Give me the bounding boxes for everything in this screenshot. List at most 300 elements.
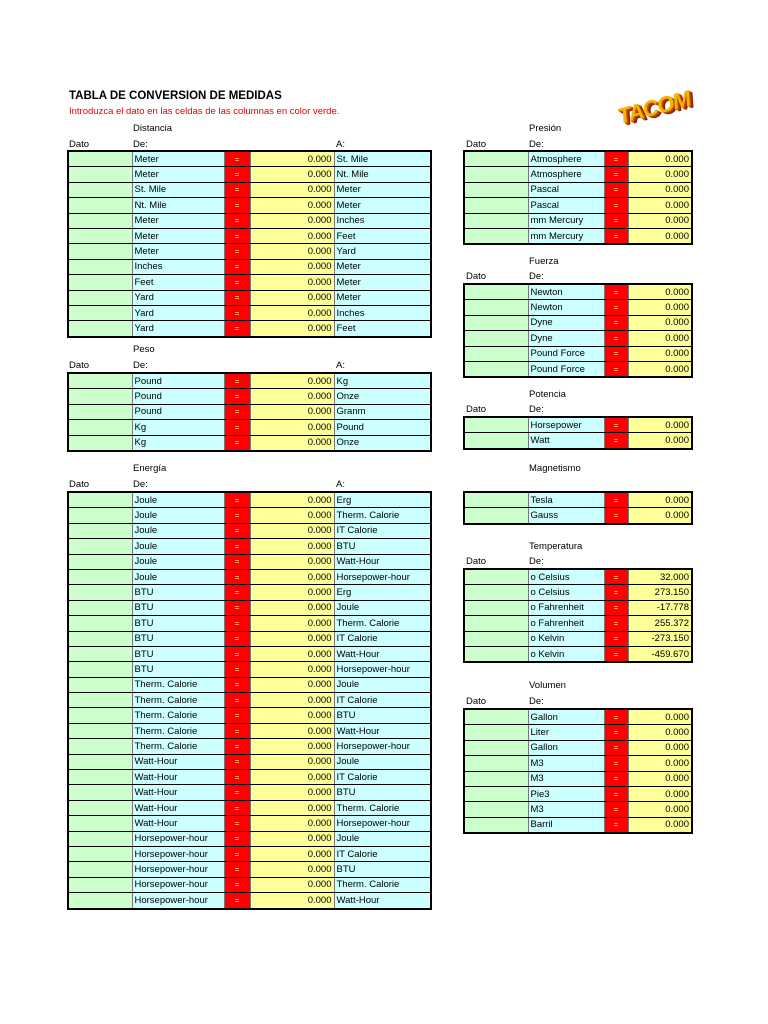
table-row [68,739,431,754]
equals-cell: = [224,631,250,646]
from-unit-cell: Watt-Hour [132,770,224,785]
table-row [464,167,692,182]
dato-input-cell[interactable] [464,213,528,228]
table-row [68,275,431,290]
table-row [68,198,431,213]
equals-cell: = [604,740,628,755]
table-row [68,508,431,523]
table-row [464,709,692,725]
dato-input-cell[interactable] [464,417,528,433]
equals-cell: = [224,569,250,584]
dato-input-cell[interactable] [68,321,132,337]
from-unit-cell: Atmosphere [528,167,604,182]
table-row [68,213,431,228]
from-unit-cell: mm Mercury [528,213,604,228]
equals-cell: = [224,435,250,451]
dato-input-cell[interactable] [68,723,132,738]
dato-input-cell[interactable] [68,259,132,274]
from-unit-cell: mm Mercury [528,228,604,244]
from-unit-cell: Watt-Hour [132,800,224,815]
from-unit-cell: Gallon [528,740,604,755]
from-unit-cell: Watt-Hour [132,816,224,831]
dato-input-cell[interactable] [464,228,528,244]
from-unit-cell: Watt-Hour [132,754,224,769]
table-row [464,616,692,631]
dato-input-cell[interactable] [68,585,132,600]
to-unit-cell: Joule [334,831,431,846]
table-row [464,492,692,508]
energia-table [67,491,432,910]
to-unit-cell: BTU [334,785,431,800]
from-unit-cell: Meter [132,167,224,182]
dato-input-cell[interactable] [68,677,132,692]
dato-input-cell[interactable] [68,404,132,419]
dato-input-cell[interactable] [68,846,132,861]
from-unit-cell: Watt [528,433,604,449]
to-unit-cell: Watt-Hour [334,723,431,738]
to-unit-cell: Nt. Mile [334,167,431,182]
from-unit-cell: BTU [132,646,224,661]
dato-label: Dato [466,696,487,707]
equals-cell: = [224,677,250,692]
dato-input-cell[interactable] [68,693,132,708]
table-row [464,508,692,524]
from-unit-cell: Horsepower-hour [132,831,224,846]
dato-input-cell[interactable] [464,786,528,801]
result-value-cell: 0.000 [250,554,334,569]
dato-input-cell[interactable] [464,151,528,167]
from-unit-cell: Yard [132,321,224,337]
equals-cell: = [604,709,628,725]
to-unit-cell: Watt-Hour [334,554,431,569]
from-unit-cell: Pound [132,389,224,404]
dato-input-cell[interactable] [68,877,132,892]
equals-cell: = [604,346,628,361]
equals-cell: = [224,739,250,754]
result-value-cell: 0.000 [250,167,334,182]
dato-input-cell[interactable] [464,802,528,817]
to-unit-cell: St. Mile [334,151,431,167]
equals-cell: = [604,771,628,786]
dato-input-cell[interactable] [68,305,132,320]
to-unit-cell: Meter [334,198,431,213]
table-row [464,331,692,346]
equals-cell: = [604,802,628,817]
from-unit-cell: Pound [132,404,224,419]
from-unit-cell: Meter [132,213,224,228]
to-unit-cell: Horsepower-hour [334,739,431,754]
table-row [68,182,431,197]
table-row [464,585,692,600]
equals-cell: = [224,167,250,182]
dato-input-cell[interactable] [464,361,528,377]
dato-input-cell[interactable] [68,662,132,677]
dato-input-cell[interactable] [464,771,528,786]
equals-cell: = [224,244,250,259]
result-value-cell: 0.000 [250,389,334,404]
from-unit-cell: Horsepower-hour [132,877,224,892]
section-title-presion: Presión [529,123,562,134]
de-label: De: [529,696,544,707]
table-row [464,417,692,433]
result-value-cell: 0.000 [250,816,334,831]
magnetismo-table [463,491,693,525]
result-value-cell: 0.000 [250,539,334,554]
equals-cell: = [224,305,250,320]
to-unit-cell: IT Calorie [334,846,431,861]
dato-input-cell[interactable] [68,770,132,785]
to-unit-cell: Therm. Calorie [334,800,431,815]
equals-cell: = [224,228,250,243]
equals-cell: = [604,646,628,662]
dato-label: Dato [69,360,90,371]
to-unit-cell: Feet [334,228,431,243]
to-unit-cell: Meter [334,182,431,197]
table-row [464,433,692,449]
dato-input-cell[interactable] [464,331,528,346]
result-value-cell: 0.000 [628,740,692,755]
result-value-cell: 0.000 [250,677,334,692]
equals-cell: = [224,554,250,569]
dato-input-cell[interactable] [68,785,132,800]
dato-input-cell[interactable] [68,646,132,661]
result-value-cell: 0.000 [250,646,334,661]
result-value-cell: 0.000 [628,361,692,377]
result-value-cell: 0.000 [628,817,692,833]
dato-input-cell[interactable] [464,346,528,361]
table-row [68,723,431,738]
dato-input-cell[interactable] [464,646,528,662]
from-unit-cell: Pascal [528,182,604,197]
a-label: A: [336,360,345,371]
table-row [464,151,692,167]
result-value-cell: -459.670 [628,646,692,662]
dato-input-cell[interactable] [464,817,528,833]
equals-cell: = [224,539,250,554]
table-row [68,693,431,708]
from-unit-cell: BTU [132,631,224,646]
result-value-cell: 273.150 [628,585,692,600]
de-label: De: [133,360,148,371]
dato-input-cell[interactable] [68,167,132,182]
result-value-cell: 0.000 [250,228,334,243]
dato-input-cell[interactable] [464,167,528,182]
result-value-cell: -273.150 [628,631,692,646]
result-value-cell: 0.000 [628,198,692,213]
dato-input-cell[interactable] [68,816,132,831]
table-row [464,786,692,801]
dato-label: Dato [466,139,487,150]
from-unit-cell: Therm. Calorie [132,677,224,692]
equals-cell: = [224,600,250,615]
from-unit-cell: Horsepower-hour [132,862,224,877]
result-value-cell: 0.000 [628,213,692,228]
table-row [68,816,431,831]
result-value-cell: 0.000 [250,435,334,451]
dato-input-cell[interactable] [68,275,132,290]
equals-cell: = [604,284,628,300]
from-unit-cell: Joule [132,508,224,523]
result-value-cell: 0.000 [250,259,334,274]
dato-input-cell[interactable] [68,569,132,584]
to-unit-cell: BTU [334,539,431,554]
equals-cell: = [224,846,250,861]
table-row [68,616,431,631]
table-row [68,600,431,615]
equals-cell: = [224,198,250,213]
dato-input-cell[interactable] [68,631,132,646]
dato-label: Dato [69,139,90,150]
equals-cell: = [224,831,250,846]
from-unit-cell: Yard [132,290,224,305]
table-row [464,600,692,615]
dato-input-cell[interactable] [464,600,528,615]
table-row [68,646,431,661]
equals-cell: = [604,198,628,213]
table-row [68,708,431,723]
table-row [464,646,692,662]
result-value-cell: 0.000 [250,800,334,815]
equals-cell: = [224,616,250,631]
result-value-cell: 0.000 [250,305,334,320]
table-row [464,213,692,228]
table-row [68,831,431,846]
equals-cell: = [604,817,628,833]
temperatura-table [463,568,693,663]
equals-cell: = [224,182,250,197]
dato-input-cell[interactable] [68,373,132,389]
equals-cell: = [224,213,250,228]
table-row [68,244,431,259]
to-unit-cell: Onze [334,389,431,404]
table-row [464,198,692,213]
section-title-magnetismo: Magnetismo [529,463,581,474]
dato-input-cell[interactable] [464,585,528,600]
result-value-cell: 0.000 [250,213,334,228]
table-row [464,182,692,197]
dato-input-cell[interactable] [464,725,528,740]
dato-input-cell[interactable] [68,862,132,877]
section-title-energia: Energía [133,463,167,474]
to-unit-cell: Erg [334,492,431,508]
dato-input-cell[interactable] [68,893,132,909]
table-row [68,554,431,569]
to-unit-cell: Horsepower-hour [334,569,431,584]
equals-cell: = [604,151,628,167]
from-unit-cell: BTU [132,616,224,631]
result-value-cell: 0.000 [628,786,692,801]
dato-input-cell[interactable] [68,228,132,243]
equals-cell: = [224,585,250,600]
equals-cell: = [224,708,250,723]
distancia-table [67,150,432,338]
to-unit-cell: BTU [334,862,431,877]
to-unit-cell: Joule [334,754,431,769]
result-value-cell: 0.000 [628,492,692,508]
equals-cell: = [604,167,628,182]
dato-input-cell[interactable] [68,800,132,815]
dato-input-cell[interactable] [68,290,132,305]
equals-cell: = [224,693,250,708]
dato-input-cell[interactable] [68,389,132,404]
result-value-cell: 0.000 [250,508,334,523]
result-value-cell: 0.000 [250,739,334,754]
result-value-cell: 32.000 [628,569,692,585]
dato-input-cell[interactable] [68,754,132,769]
from-unit-cell: Tesla [528,492,604,508]
equals-cell: = [224,893,250,909]
table-row [68,585,431,600]
dato-label: Dato [466,271,487,282]
dato-input-cell[interactable] [464,709,528,725]
from-unit-cell: BTU [132,600,224,615]
to-unit-cell: Feet [334,321,431,337]
section-title-fuerza: Fuerza [529,256,559,267]
dato-input-cell[interactable] [68,708,132,723]
dato-input-cell[interactable] [464,740,528,755]
from-unit-cell: Joule [132,523,224,538]
result-value-cell: 0.000 [628,151,692,167]
de-label: De: [529,404,544,415]
equals-cell: = [604,600,628,615]
from-unit-cell: Horsepower-hour [132,893,224,909]
dato-input-cell[interactable] [68,831,132,846]
to-unit-cell: IT Calorie [334,523,431,538]
section-title-peso: Peso [133,344,155,355]
equals-cell: = [604,300,628,315]
equals-cell: = [604,315,628,330]
dato-input-cell[interactable] [68,151,132,167]
dato-input-cell[interactable] [464,198,528,213]
equals-cell: = [224,321,250,337]
equals-cell: = [604,361,628,377]
dato-input-cell[interactable] [68,244,132,259]
dato-input-cell[interactable] [464,616,528,631]
dato-input-cell[interactable] [68,213,132,228]
result-value-cell: -17.778 [628,600,692,615]
dato-input-cell[interactable] [464,284,528,300]
equals-cell: = [224,816,250,831]
dato-input-cell[interactable] [464,631,528,646]
dato-input-cell[interactable] [464,508,528,524]
to-unit-cell: Joule [334,600,431,615]
equals-cell: = [604,585,628,600]
dato-input-cell[interactable] [464,756,528,771]
to-unit-cell: Erg [334,585,431,600]
table-row [68,770,431,785]
result-value-cell: 0.000 [250,770,334,785]
result-value-cell: 0.000 [628,284,692,300]
dato-input-cell[interactable] [464,300,528,315]
dato-input-cell[interactable] [68,739,132,754]
equals-cell: = [604,725,628,740]
table-row [464,315,692,330]
from-unit-cell: Yard [132,305,224,320]
from-unit-cell: St. Mile [132,182,224,197]
equals-cell: = [604,417,628,433]
to-unit-cell: Kg [334,373,431,389]
dato-input-cell[interactable] [464,315,528,330]
logo-text: TACOM [614,85,693,130]
table-row [68,862,431,877]
dato-input-cell[interactable] [68,539,132,554]
result-value-cell: 0.000 [250,723,334,738]
dato-label: Dato [466,404,487,415]
dato-input-cell[interactable] [68,198,132,213]
table-row [464,802,692,817]
dato-input-cell[interactable] [68,600,132,615]
result-value-cell: 0.000 [250,373,334,389]
to-unit-cell: Meter [334,259,431,274]
to-unit-cell: Inches [334,213,431,228]
dato-input-cell[interactable] [68,182,132,197]
result-value-cell: 0.000 [250,862,334,877]
result-value-cell: 0.000 [628,756,692,771]
result-value-cell: 0.000 [250,244,334,259]
dato-input-cell[interactable] [464,492,528,508]
table-row [68,305,431,320]
tacom-logo [614,85,693,137]
dato-input-cell[interactable] [464,433,528,449]
de-label: De: [133,139,148,150]
dato-input-cell[interactable] [68,508,132,523]
result-value-cell: 0.000 [250,893,334,909]
dato-input-cell[interactable] [464,182,528,197]
from-unit-cell: Feet [132,275,224,290]
equals-cell: = [224,275,250,290]
equals-cell: = [224,800,250,815]
dato-input-cell[interactable] [68,554,132,569]
result-value-cell: 0.000 [628,331,692,346]
table-row [464,817,692,833]
table-row [464,228,692,244]
dato-input-cell[interactable] [68,616,132,631]
dato-input-cell[interactable] [68,435,132,451]
from-unit-cell: Kg [132,420,224,435]
equals-cell: = [224,389,250,404]
equals-cell: = [604,228,628,244]
from-unit-cell: Liter [528,725,604,740]
dato-input-cell[interactable] [68,420,132,435]
dato-input-cell[interactable] [68,523,132,538]
equals-cell: = [224,877,250,892]
result-value-cell: 0.000 [250,290,334,305]
to-unit-cell: Horsepower-hour [334,816,431,831]
table-row [464,569,692,585]
result-value-cell: 0.000 [250,631,334,646]
from-unit-cell: o Celsius [528,585,604,600]
table-row [464,284,692,300]
dato-label: Dato [69,479,90,490]
result-value-cell: 0.000 [628,228,692,244]
equals-cell: = [604,213,628,228]
equals-cell: = [604,182,628,197]
equals-cell: = [224,785,250,800]
dato-input-cell[interactable] [68,492,132,508]
equals-cell: = [224,862,250,877]
dato-input-cell[interactable] [464,569,528,585]
equals-cell: = [224,662,250,677]
table-row [68,785,431,800]
to-unit-cell: IT Calorie [334,770,431,785]
from-unit-cell: Gallon [528,709,604,725]
table-row [464,361,692,377]
equals-cell: = [224,151,250,167]
instruction-text: Introduzca el dato en las celdas de las columnas en color verde. [69,106,340,117]
result-value-cell: 0.000 [250,785,334,800]
result-value-cell: 0.000 [250,198,334,213]
to-unit-cell: Horsepower-hour [334,662,431,677]
